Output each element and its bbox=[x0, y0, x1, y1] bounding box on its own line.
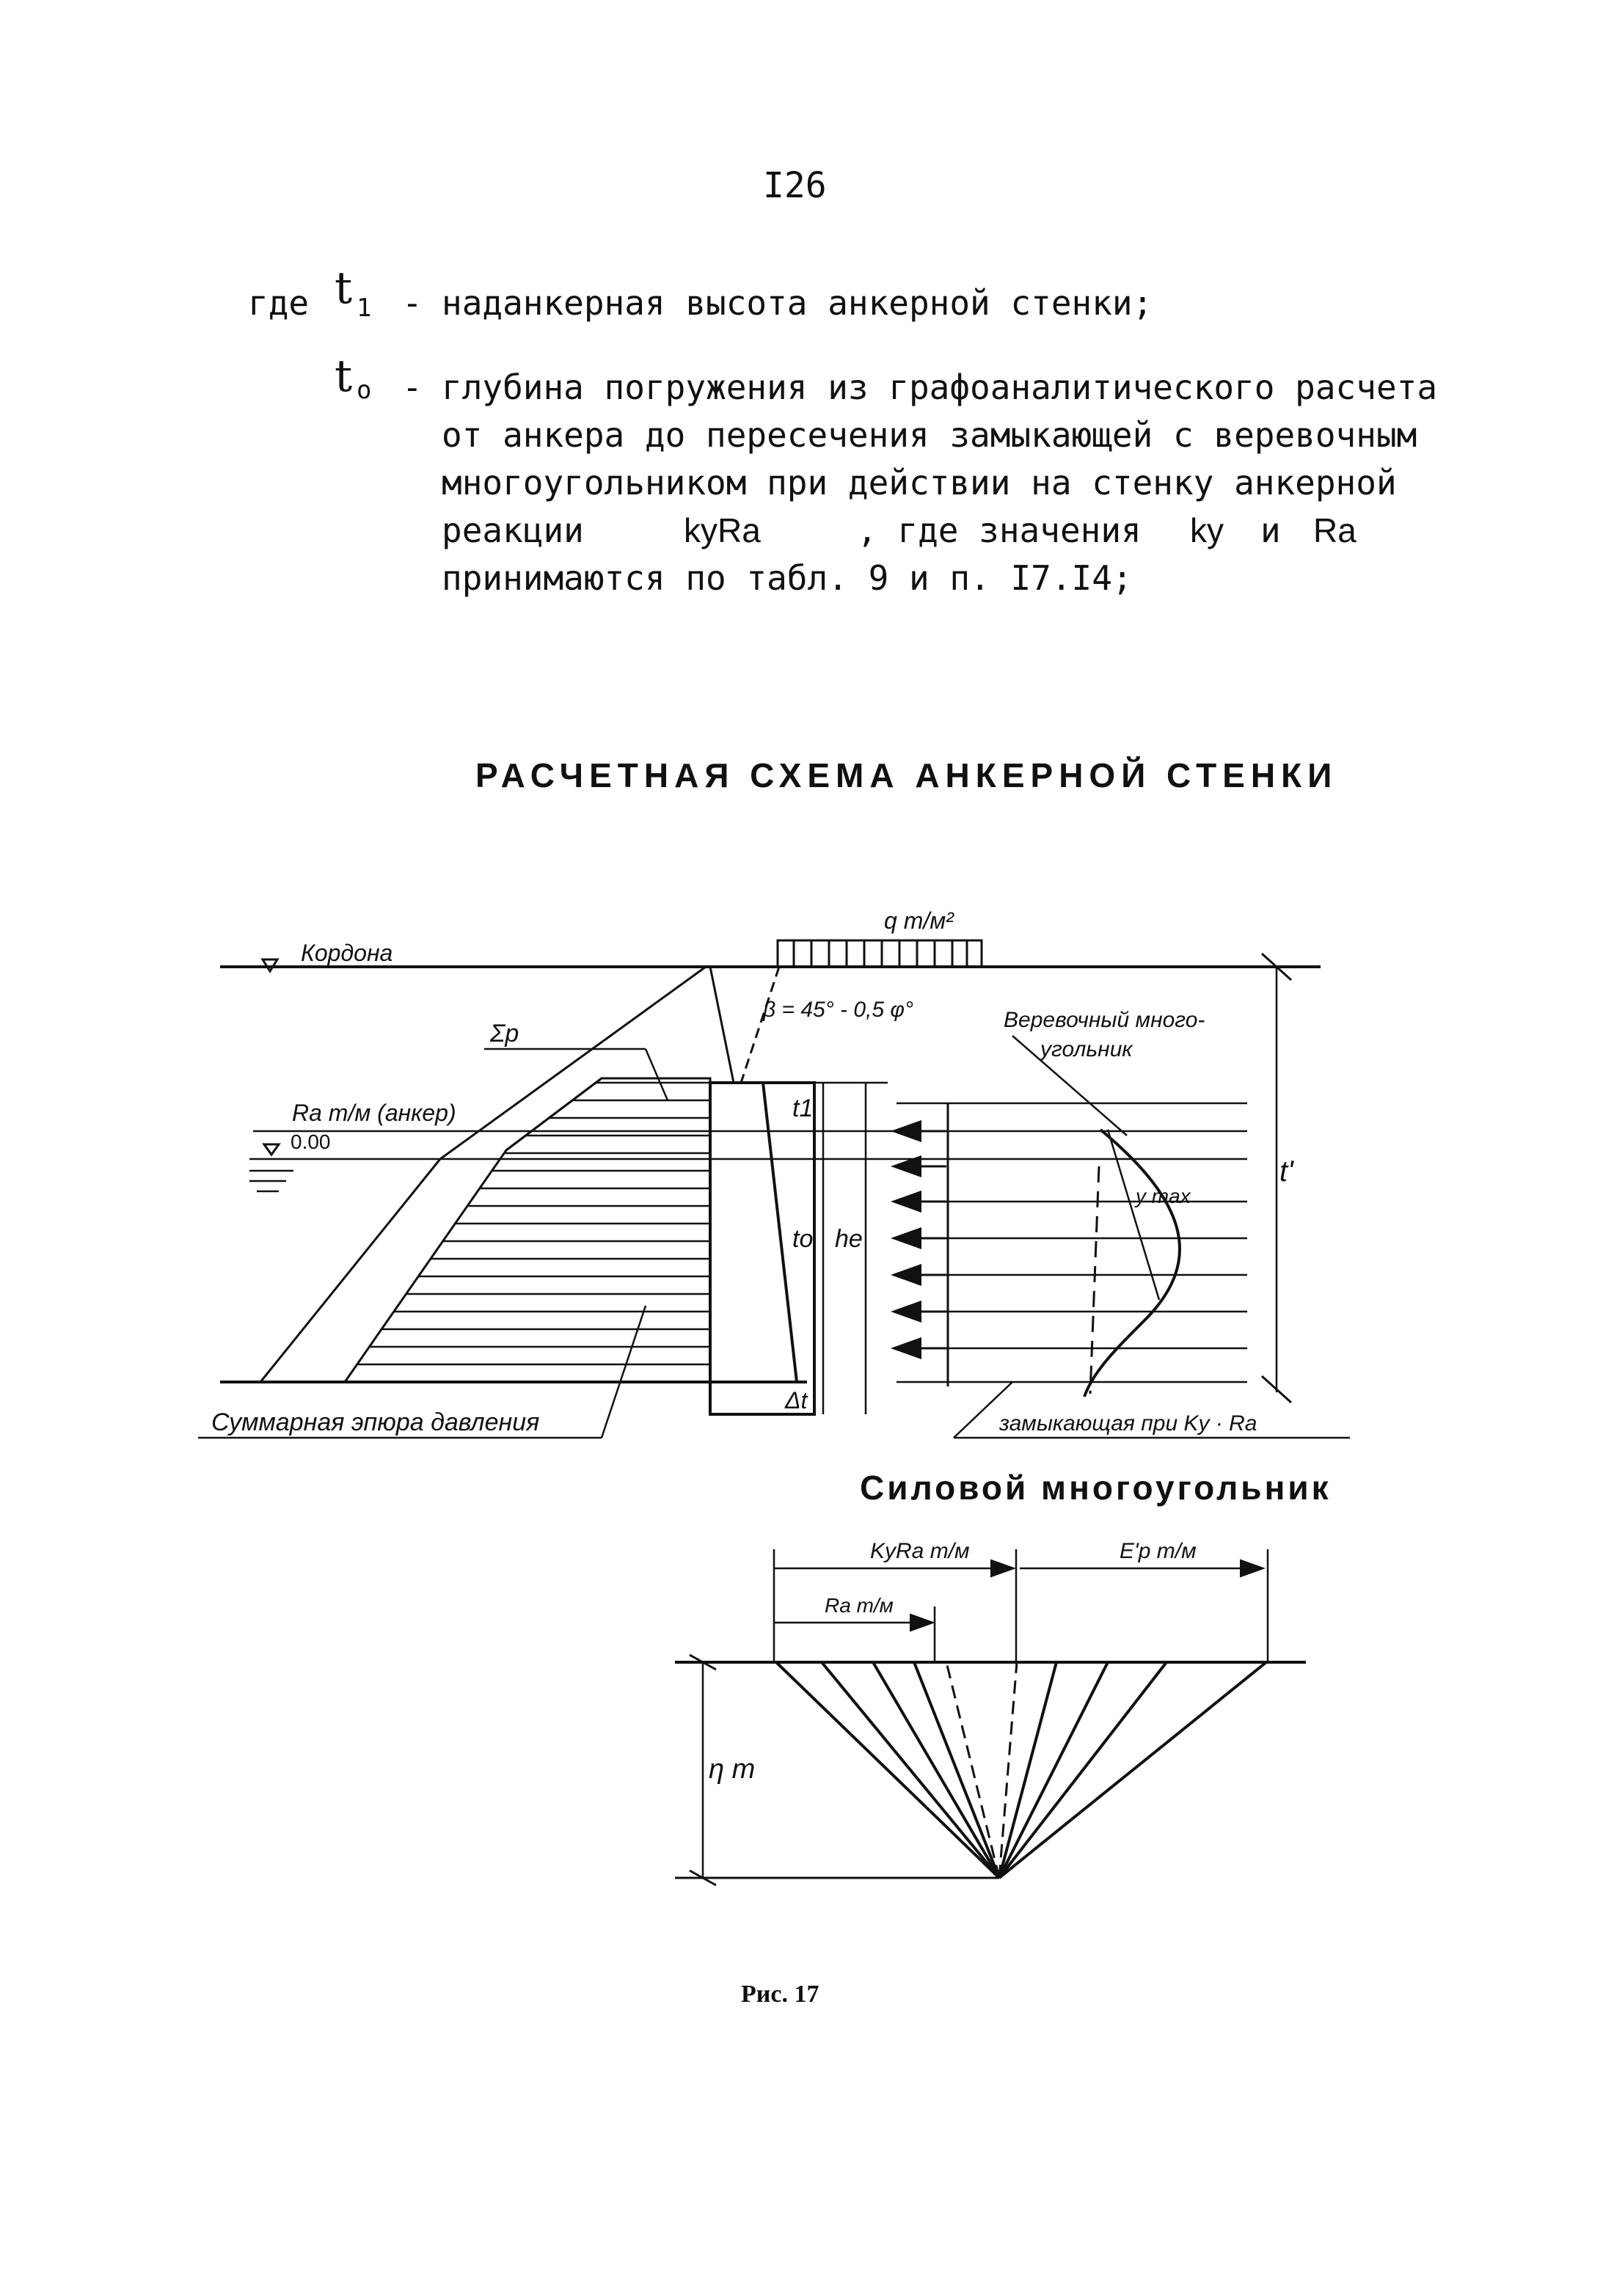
figure-title: РАСЧЕТНАЯ СХЕМА АНКЕРНОЙ СТЕНКИ bbox=[475, 756, 1338, 794]
surcharge-q-label: q т/м² bbox=[884, 907, 954, 934]
ymax-label: y max bbox=[1136, 1185, 1191, 1207]
ra-symbol: Ra bbox=[1313, 511, 1356, 549]
ra-dim-label: Ra т/м bbox=[825, 1594, 894, 1617]
beta-label: β = 45° - 0,5 φ° bbox=[763, 998, 913, 1022]
force-polygon-rays bbox=[776, 1662, 1266, 1878]
beta-wedge-line bbox=[741, 967, 779, 1083]
figure-caption: Рис. 17 bbox=[741, 1981, 819, 2008]
load-arrows bbox=[895, 1131, 946, 1348]
verevochny-label-2: угольник bbox=[1040, 1037, 1133, 1061]
t1-subscript: 1 bbox=[357, 293, 372, 323]
ky-ra-symbol: kyRa bbox=[684, 511, 761, 549]
verevochny-label-1: Веревочный много- bbox=[1004, 1008, 1205, 1032]
anchor-wall-scheme-figure bbox=[0, 866, 1603, 2113]
surcharge-hatch bbox=[794, 940, 967, 967]
t1-symbol: t bbox=[335, 263, 353, 314]
t0-line-3: многоугольником при действии на стенку анкерной bbox=[442, 463, 1397, 502]
eta-label: η т bbox=[709, 1754, 756, 1785]
zamykayushchaya-label: замыкающая при Ky · Ra bbox=[999, 1411, 1257, 1436]
page-number: I26 bbox=[763, 165, 827, 206]
kordona-label: Кордона bbox=[301, 940, 393, 966]
t1-dash: - bbox=[402, 283, 423, 323]
anchor-ra-label: Ra т/м (анкер) bbox=[292, 1100, 456, 1126]
ep-dim-label: E'p т/м bbox=[1120, 1539, 1197, 1563]
closing-line bbox=[1090, 1166, 1099, 1394]
t1-label: t1 bbox=[792, 1094, 814, 1122]
gde-word: где bbox=[248, 283, 310, 323]
t0-symbol: t bbox=[335, 351, 353, 402]
t0-line-4-middle: , где значения bbox=[857, 511, 1142, 550]
water-level-label: 0.00 bbox=[291, 1130, 331, 1153]
sum-p-label: Σp bbox=[490, 1020, 519, 1048]
t-prime-label: t' bbox=[1279, 1155, 1293, 1188]
t0-dash: - bbox=[402, 368, 423, 407]
t0-label: to bbox=[792, 1225, 814, 1253]
t0-line-4-and: и bbox=[1260, 511, 1281, 550]
t0-line-4-start: реакции bbox=[442, 511, 584, 550]
t0-line-5: принимаются по табл. 9 и п. I7.I4; bbox=[442, 558, 1133, 598]
t0-subscript: o bbox=[357, 376, 372, 405]
he-label: he bbox=[835, 1225, 863, 1253]
force-polygon-title: Силовой многоугольник bbox=[860, 1469, 1332, 1507]
funicular-horizontals bbox=[897, 1103, 1247, 1382]
summarnaya-label: Суммарная эпюра давления bbox=[211, 1408, 540, 1436]
t1-definition: наданкерная высота анкерной стенки; bbox=[442, 283, 1153, 323]
ky-symbol: ky bbox=[1190, 511, 1224, 549]
t0-line-2: от анкера до пересечения замыкающей с веревочным bbox=[442, 415, 1417, 455]
t0-line-1: глубина погружения из графоаналитического расчета bbox=[442, 368, 1438, 407]
surcharge-load bbox=[778, 940, 982, 967]
kyra-dim-label: KyRa т/м bbox=[870, 1539, 970, 1563]
delta-t-label: Δt bbox=[785, 1387, 808, 1414]
water-level-marker bbox=[264, 1144, 279, 1155]
wall-top-line bbox=[710, 967, 734, 1083]
